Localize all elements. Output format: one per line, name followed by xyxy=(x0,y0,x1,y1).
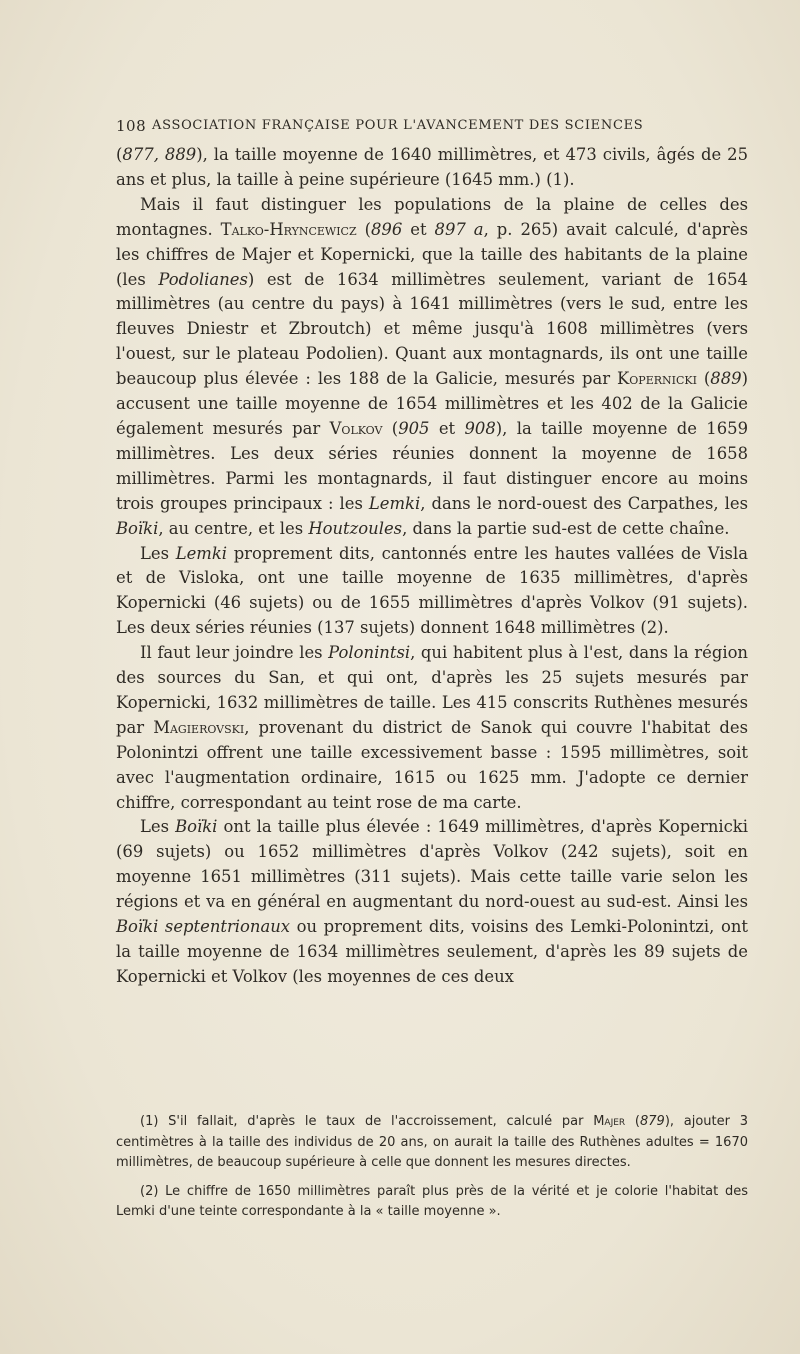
text-run: ( xyxy=(625,1114,640,1129)
text-run: ) est de 1634 millimètres seulement, variant de 1654 millimètres (au centre du pays) à 1641 millimètres (vers le sud, entre les fleuves Dniestr et Zbroutch) et même jusqu'à 1608 millimètres (vers l'ouest, sur le plateau Podolien). Quant aux montagnards, ils ont une taille beaucoup plus élevée : les 188 de la Galicie, mesurés par xyxy=(116,269,748,389)
footnote xyxy=(116,1112,748,1174)
text-run: , au centre, et les xyxy=(158,518,309,538)
body-text xyxy=(116,143,748,990)
author-name: Talko-Hryncewicz xyxy=(220,219,357,239)
italic-text: 896 xyxy=(371,219,403,239)
italic-text: Houtzoules xyxy=(308,518,403,538)
text-run: ou proprement dits, voisins des Lemki-Polonintzi, ont la taille moyenne de 1634 millimètres seulement, d'après les 89 sujets de Kopernicki et Volkov (les moyennes de ces deux xyxy=(116,917,748,986)
page-number: 108 xyxy=(116,117,147,135)
italic-text: Boïki septentrionaux xyxy=(116,917,291,937)
text-run: (1) S'il fallait, d'après le taux de l'accroissement, calculé par xyxy=(140,1114,594,1129)
paragraph xyxy=(116,143,748,193)
text-run: et xyxy=(429,418,465,438)
footnotes xyxy=(116,1112,748,1231)
text-run: ont la taille plus élevée : 1649 millimètres, d'après Kopernicki (69 sujets) ou 1652 millimètres d'après Volkov (242 sujets), soit en moyenne 1651 millimètres (311 sujets). Mais cette taille varie selon les régions et va en général en augmentant du nord-ouest au sud-est. Ainsi les xyxy=(116,817,748,912)
text-run: ) accusent une taille moyenne de 1654 millimètres et les 402 de la Galicie également mesurés par xyxy=(116,369,748,438)
text-run: et xyxy=(402,219,435,239)
author-name: Volkov xyxy=(329,418,383,438)
author-name: Majer xyxy=(593,1114,626,1129)
italic-text: 905 xyxy=(398,418,430,438)
text-run: , dans la partie sud-est de cette chaîne. xyxy=(402,518,730,538)
text-run: Les xyxy=(140,817,176,837)
text-run: , provenant du district de Sanok qui couvre l'habitat des Polonintzi offrent une taille excessivement basse : 1595 millimètres, soit avec l'augmentation ordinaire, 1615 ou 1625 mm. J'adopte ce dernier chiffre, correspondant au teint rose de ma carte. xyxy=(116,717,749,812)
text-run: proprement dits, cantonnés entre les hautes vallées de Visla et de Visloka, ont une taille moyenne de 1635 millimètres, d'après Kopernicki (46 sujets) ou de 1655 millimètres d'après Volkov (91 sujets). Les deux séries réunies (137 sujets) donnent 1648 millimètres (2). xyxy=(116,543,748,638)
text-run: Les xyxy=(140,543,176,563)
text-run: ( xyxy=(696,369,711,389)
italic-text: Lemki xyxy=(368,493,421,513)
author-name: Magierovski xyxy=(153,717,245,737)
italic-text: Polonintsi xyxy=(328,643,411,663)
text-run: ( xyxy=(382,418,399,438)
author-name: Kopernicki xyxy=(617,369,697,389)
italic-text: 879 xyxy=(640,1114,665,1129)
paragraph xyxy=(116,542,748,642)
text-run: , dans le nord-ouest des Carpathes, les xyxy=(420,493,748,513)
italic-text: 889 xyxy=(710,369,742,389)
text-run: , p. 265) avait calculé, d'après les chiffres de Majer et Kopernicki, que la taille des habitants de la plaine (les xyxy=(116,219,748,289)
text-run: ), la taille moyenne de 1640 millimètres, et 473 civils, âgés de 25 ans et plus, la taille à peine supérieure (1645 mm.) (1). xyxy=(116,145,748,189)
paragraph xyxy=(116,193,748,542)
italic-text: Boïki xyxy=(175,817,218,837)
italic-text: 897 a xyxy=(434,219,484,239)
text-run: ), la taille moyenne de 1659 millimètres. Les deux séries réunies donnent la moyenne de 1658 millimètres. Parmi les montagnards, il faut distinguer encore au moins trois groupes principaux : les xyxy=(116,418,748,513)
text-run: , qui habitent plus à l'est, dans la région des sources du San, et qui ont, d'après les 25 sujets mesurés par Kopernicki, 1632 millimètres de taille. Les 415 conscrits Ruthènes mesurés par xyxy=(116,643,748,737)
running-title: ASSOCIATION FRANÇAISE POUR L'AVANCEMENT DES SCIENCES xyxy=(152,118,644,133)
italic-text: Podolianes xyxy=(158,269,248,289)
text-run: ), ajouter 3 centimètres à la taille des individus de 20 ans, on aurait la taille des Ruthènes adultes = 1670 millimètres, de beaucoup supérieure à celle que donnent les mesures directes. xyxy=(116,1114,748,1171)
paragraph xyxy=(116,815,748,989)
text-run: Il faut leur joindre les xyxy=(140,643,329,663)
text-run: (2) Le chiffre de 1650 millimètres paraît plus près de la vérité et je colorie l'habitat des Lemki d'une teinte correspondante à la « taille moyenne ». xyxy=(116,1183,748,1220)
paragraph xyxy=(116,641,748,815)
text-run: ( xyxy=(356,219,371,239)
text-run: ( xyxy=(116,145,123,164)
italic-text: Boïki xyxy=(116,518,159,538)
text-run: Mais il faut distinguer les populations de la plaine de celles des montagnes. xyxy=(116,194,748,239)
footnote xyxy=(116,1182,748,1223)
italic-text: 877, 889 xyxy=(122,145,197,164)
italic-text: 908 xyxy=(464,418,496,438)
italic-text: Lemki xyxy=(175,543,227,563)
